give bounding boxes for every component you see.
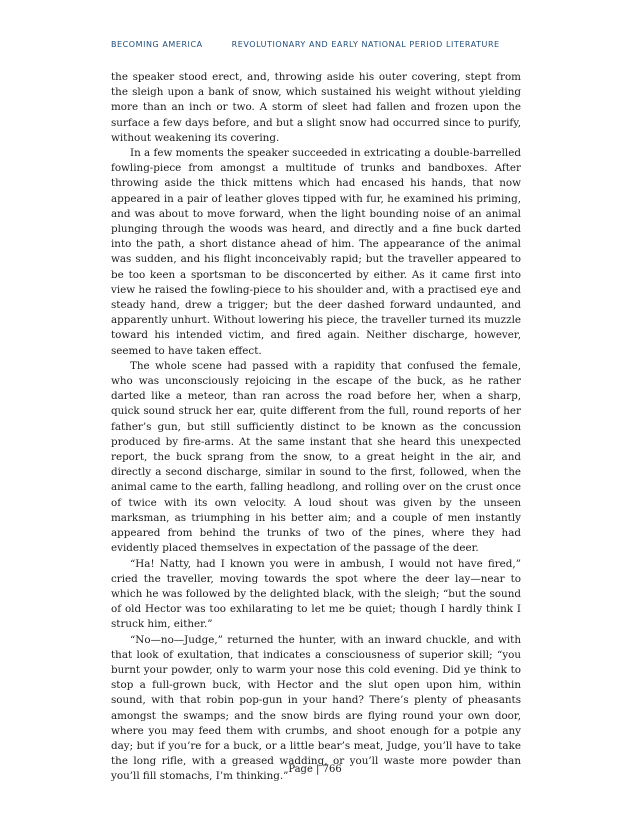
paragraph: “Ha! Natty, had I known you were in ambush, I would not have fired,” cried the traveller, moving towards the spot where the deer lay—near to which he was followed by the delighted black, with the sleigh; “but the sound of old Hector was too exhilarating to let me be quiet; though I hardly think I struck him, either.”: [111, 557, 521, 631]
paragraph: The whole scene had passed with a rapidity that confused the female, who was unconsciously rejoicing in the escape of the buck, as he rather darted like a meteor, than ran across the road before her, when a sharp, quick sound struck her ear, quite different from the full, round reports of her father’s gun, but still sufficiently distinct to be known as the concussion produced by fire-arms. At the same instant that she heard this unexpected report, the buck sprang from the snow, to a great height in the air, and directly a second discharge, similar in sound to the first, followed, when the animal came to the earth, falling headlong, and rolling over on the crust once of twice with its own velocity. A loud shout was given by the unseen marksman, as triumphing in his better aim; and a couple of men instantly appeared from behind the trunks of two of the pines, where they had evidently placed themselves in expectation of the passage of the deer.: [111, 359, 521, 555]
page-number: Page | 766: [288, 764, 342, 775]
body-text: [111, 70, 521, 785]
paragraph: “No—no—Judge,” returned the hunter, with an inward chuckle, and with that look of exultation, that indicates a consciousness of superior skill; “you burnt your powder, only to warm your nose this cold evening. Did ye think to stop a full-grown buck, with Hector and the slut open upon him, within sound, with that robin pop-gun in your hand? There’s plenty of pheasants amongst the swamps; and the snow birds are flying round your own door, where you may feed them with crumbs, and shoot enough for a potpie any day; but if you’re for a buck, or a little bear’s meat, Judge, you’ll have to take the long rifle, with a greased wadding, or you’ll waste more powder than you’ll fill stomachs, I’m thinking.”: [111, 633, 521, 783]
running-header: [111, 40, 531, 49]
header-book-title: BECOMING AMERICA: [111, 40, 203, 49]
paragraph: In a few moments the speaker succeeded in extricating a double-barrelled fowling-piece from amongst a multitude of trunks and bandboxes. After throwing aside the thick mittens which had encased his hands, that now appeared in a pair of leather gloves tipped with fur, he examined his priming, and was about to move forward, when the light bounding noise of an animal plunging through the woods was heard, and directly and a fine buck darted into the path, a short distance ahead of him. The appearance of the animal was sudden, and his flight inconceivably rapid; but the traveller appeared to be too keen a sportsman to be disconcerted by either. As it came first into view he raised the fowling-piece to his shoulder and, with a practised eye and steady hand, drew a trigger; but the deer dashed forward undaunted, and apparently unhurt. Without lowering his piece, the traveller turned its muzzle toward his intended victim, and fired again. Neither discharge, however, seemed to have taken effect.: [111, 147, 521, 357]
header-section-title: REVOLUTIONARY AND EARLY NATIONAL PERIOD LITERATURE: [231, 40, 500, 49]
paragraph: the speaker stood erect, and, throwing aside his outer covering, stept from the sleigh upon a bank of snow, which sustained his weight without yielding more than an inch or two. A storm of sleet had fallen and frozen upon the surface a few days before, and but a slight snow had occurred since to purify, without weakening its covering.: [111, 71, 521, 144]
